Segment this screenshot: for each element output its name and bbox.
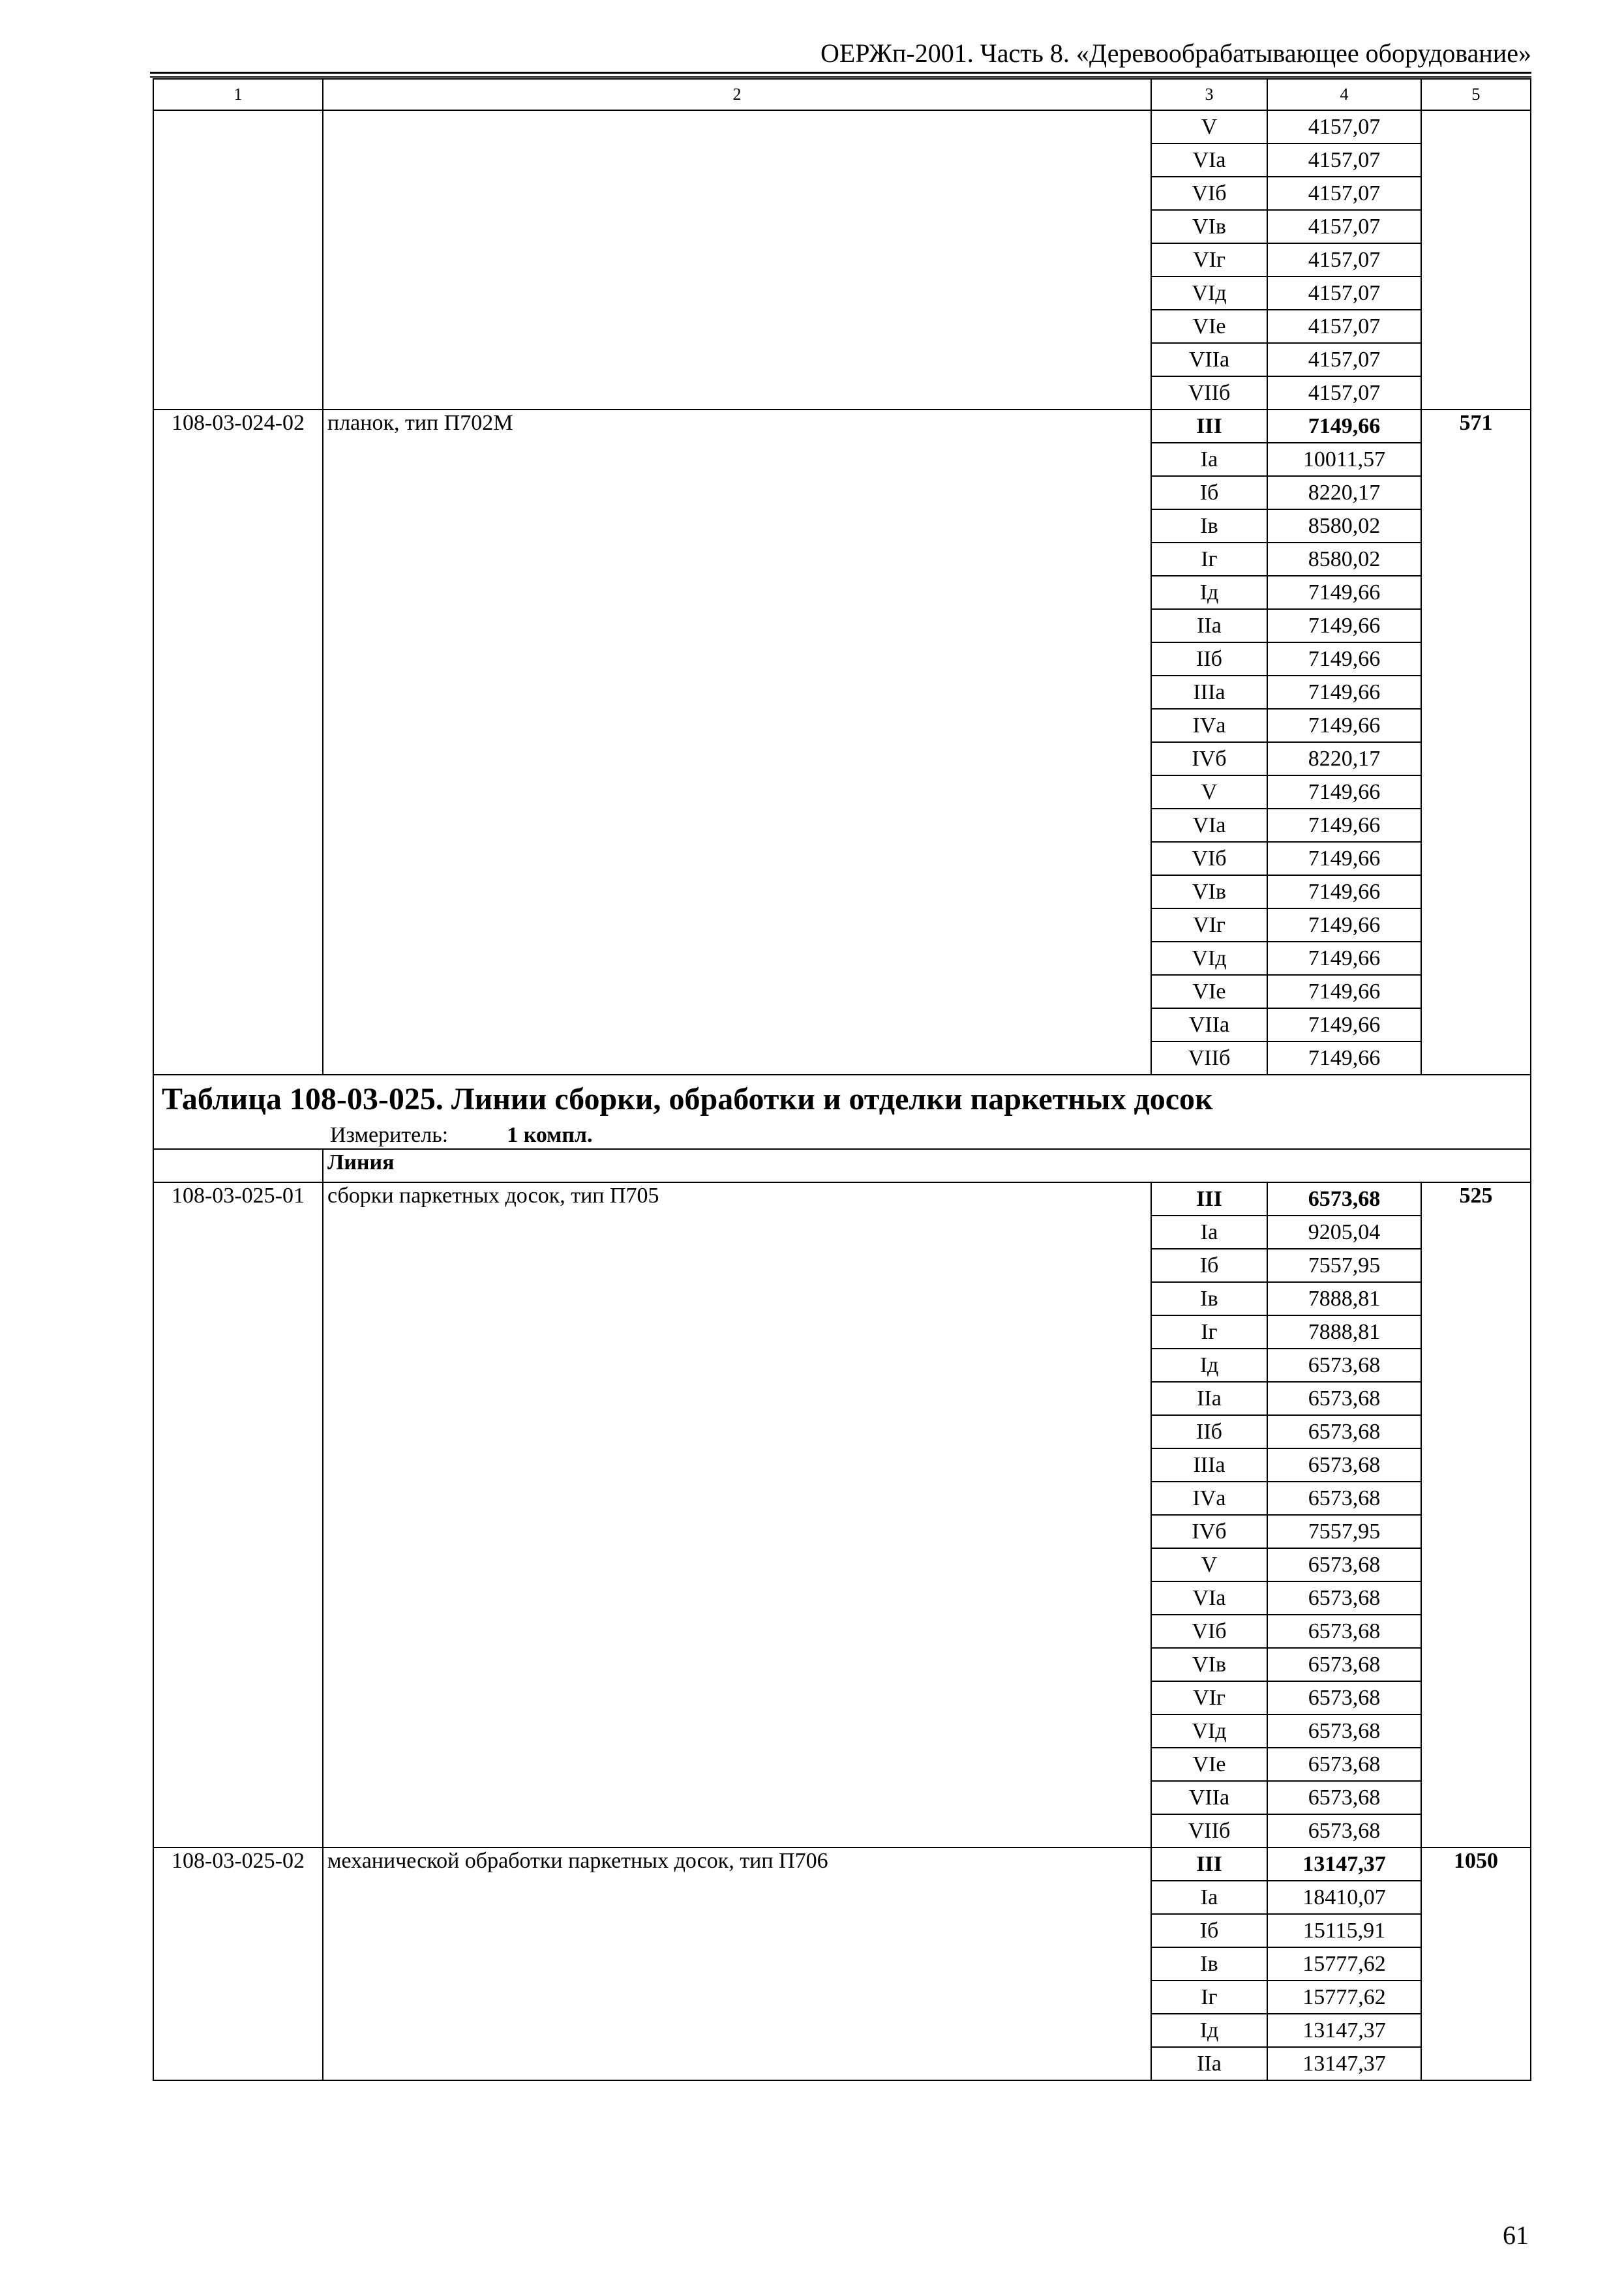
price-value: 6573,68: [1267, 1648, 1421, 1681]
item-code: 108-03-025-01: [153, 1182, 323, 1848]
item-code: 108-03-024-02: [153, 410, 323, 1075]
price-value: 6573,68: [1267, 1781, 1421, 1814]
region-code: Iг: [1151, 1315, 1267, 1349]
region-code: Iг: [1151, 1981, 1267, 2014]
price-value: 6573,68: [1267, 1714, 1421, 1748]
price-value: 7149,66: [1267, 775, 1421, 809]
region-code: VIе: [1151, 310, 1267, 343]
header-title: ОЕРЖп-2001. Часть 8. «Деревообрабатывающее оборудование»: [820, 38, 1531, 68]
region-code: VIIа: [1151, 343, 1267, 376]
column-number: 2: [323, 79, 1151, 110]
region-code: Iд: [1151, 1349, 1267, 1382]
price-value: 6573,68: [1267, 1415, 1421, 1448]
price-value: 4157,07: [1267, 110, 1421, 143]
price-value: 10011,57: [1267, 443, 1421, 476]
region-code: Iв: [1151, 1282, 1267, 1315]
price-value: 6573,68: [1267, 1814, 1421, 1848]
price-value: 7149,66: [1267, 942, 1421, 975]
measure-line: [158, 1120, 1526, 1148]
item-code: 108-03-025-02: [153, 1848, 323, 2080]
region-code: VIд: [1151, 277, 1267, 310]
price-value: 4157,07: [1267, 376, 1421, 410]
region-code: Iа: [1151, 1881, 1267, 1914]
group-empty-cell: [153, 1149, 323, 1182]
column-number: 3: [1151, 79, 1267, 110]
region-code: VIIб: [1151, 1814, 1267, 1848]
price-value: 4157,07: [1267, 277, 1421, 310]
column-number: 4: [1267, 79, 1421, 110]
item-name: [323, 110, 1151, 410]
region-code: V: [1151, 110, 1267, 143]
price-value: 8580,02: [1267, 509, 1421, 543]
region-code: IIIа: [1151, 1448, 1267, 1482]
price-value: 15777,62: [1267, 1981, 1421, 2014]
region-code: V: [1151, 1548, 1267, 1581]
price-value: 6573,68: [1267, 1382, 1421, 1415]
region-code: Iа: [1151, 1216, 1267, 1249]
item-total: [1421, 110, 1531, 410]
table-row: [153, 110, 1531, 143]
column-number: 1: [153, 79, 323, 110]
price-value: 15115,91: [1267, 1914, 1421, 1947]
region-code: VIе: [1151, 975, 1267, 1008]
region-code: IIб: [1151, 1415, 1267, 1448]
region-code: VIв: [1151, 875, 1267, 908]
price-value: 7149,66: [1267, 1041, 1421, 1075]
region-code: Iв: [1151, 1947, 1267, 1981]
region-code: VIд: [1151, 942, 1267, 975]
region-code: III: [1151, 1848, 1267, 1881]
table-row: [153, 1182, 1531, 1216]
price-value: 7149,66: [1267, 975, 1421, 1008]
region-code: V: [1151, 775, 1267, 809]
price-value: 7149,66: [1267, 1008, 1421, 1041]
price-value: 7149,66: [1267, 576, 1421, 609]
price-value: 6573,68: [1267, 1349, 1421, 1382]
region-code: Iб: [1151, 476, 1267, 509]
price-value: 7149,66: [1267, 676, 1421, 709]
header-rule: [150, 72, 1531, 74]
price-value: 9205,04: [1267, 1216, 1421, 1249]
price-value: 7149,66: [1267, 642, 1421, 676]
region-code: VIIб: [1151, 376, 1267, 410]
price-value: 4157,07: [1267, 310, 1421, 343]
price-table: [153, 78, 1531, 2081]
region-code: VIа: [1151, 1581, 1267, 1615]
region-code: Iг: [1151, 543, 1267, 576]
price-value: 13147,37: [1267, 2014, 1421, 2047]
group-row: [153, 1149, 1531, 1182]
region-code: Iв: [1151, 509, 1267, 543]
price-value: 6573,68: [1267, 1182, 1421, 1216]
region-code: IVа: [1151, 709, 1267, 742]
item-name: механической обработки паркетных досок, тип П706: [323, 1848, 1151, 2080]
price-value: 7149,66: [1267, 709, 1421, 742]
table-title-cell: [153, 1075, 1531, 1149]
price-value: 7149,66: [1267, 842, 1421, 875]
price-value: 4157,07: [1267, 210, 1421, 243]
region-code: IVа: [1151, 1482, 1267, 1515]
region-code: IIа: [1151, 609, 1267, 642]
price-value: 6573,68: [1267, 1448, 1421, 1482]
item-total: 1050: [1421, 1848, 1531, 2080]
region-code: VIа: [1151, 143, 1267, 177]
table-row: [153, 410, 1531, 443]
price-value: 6573,68: [1267, 1615, 1421, 1648]
region-code: IIIа: [1151, 676, 1267, 709]
price-value: 8580,02: [1267, 543, 1421, 576]
table-row: [153, 1848, 1531, 1881]
item-name: планок, тип П702М: [323, 410, 1151, 1075]
measure-label: Измеритель:: [330, 1123, 449, 1147]
price-value: 6573,68: [1267, 1581, 1421, 1615]
region-code: IVб: [1151, 742, 1267, 775]
column-number: 5: [1421, 79, 1531, 110]
region-code: VIб: [1151, 177, 1267, 210]
price-value: 18410,07: [1267, 1881, 1421, 1914]
region-code: VIе: [1151, 1748, 1267, 1781]
column-number-row: [153, 79, 1531, 110]
region-code: VIIб: [1151, 1041, 1267, 1075]
price-value: 7557,95: [1267, 1515, 1421, 1548]
measure-value: 1 компл.: [507, 1123, 593, 1147]
header-rule-double: [150, 76, 1531, 78]
group-label: Линия: [323, 1149, 1531, 1182]
price-value: 4157,07: [1267, 143, 1421, 177]
table-title: Таблица 108-03-025. Линии сборки, обработки и отделки паркетных досок: [162, 1082, 1213, 1116]
region-code: III: [1151, 1182, 1267, 1216]
price-value: 6573,68: [1267, 1482, 1421, 1515]
region-code: IIб: [1151, 642, 1267, 676]
price-value: 4157,07: [1267, 177, 1421, 210]
region-code: VIг: [1151, 908, 1267, 942]
region-code: Iб: [1151, 1249, 1267, 1282]
price-value: 7149,66: [1267, 609, 1421, 642]
price-value: 7149,66: [1267, 908, 1421, 942]
price-value: 7888,81: [1267, 1282, 1421, 1315]
region-code: Iб: [1151, 1914, 1267, 1947]
price-value: 6573,68: [1267, 1681, 1421, 1714]
region-code: VIд: [1151, 1714, 1267, 1748]
region-code: VIIа: [1151, 1008, 1267, 1041]
region-code: VIа: [1151, 809, 1267, 842]
price-value: 8220,17: [1267, 742, 1421, 775]
region-code: VIIа: [1151, 1781, 1267, 1814]
region-code: VIг: [1151, 243, 1267, 277]
price-value: 4157,07: [1267, 343, 1421, 376]
region-code: IVб: [1151, 1515, 1267, 1548]
price-value: 7888,81: [1267, 1315, 1421, 1349]
price-value: 13147,37: [1267, 1848, 1421, 1881]
region-code: VIб: [1151, 842, 1267, 875]
price-value: 6573,68: [1267, 1748, 1421, 1781]
region-code: Iд: [1151, 576, 1267, 609]
region-code: Iа: [1151, 443, 1267, 476]
region-code: VIв: [1151, 1648, 1267, 1681]
item-total: 571: [1421, 410, 1531, 1075]
price-value: 4157,07: [1267, 243, 1421, 277]
price-value: 13147,37: [1267, 2047, 1421, 2080]
item-total: 525: [1421, 1182, 1531, 1848]
item-code: [153, 110, 323, 410]
price-value: 6573,68: [1267, 1548, 1421, 1581]
page-number: 61: [1503, 2221, 1529, 2250]
region-code: IIа: [1151, 2047, 1267, 2080]
region-code: Iд: [1151, 2014, 1267, 2047]
region-code: VIб: [1151, 1615, 1267, 1648]
item-name: сборки паркетных досок, тип П705: [323, 1182, 1151, 1848]
price-value: 15777,62: [1267, 1947, 1421, 1981]
price-value: 7149,66: [1267, 875, 1421, 908]
region-code: VIг: [1151, 1681, 1267, 1714]
price-value: 7557,95: [1267, 1249, 1421, 1282]
table-title-row: [153, 1075, 1531, 1149]
price-value: 7149,66: [1267, 809, 1421, 842]
region-code: IIа: [1151, 1382, 1267, 1415]
price-value: 8220,17: [1267, 476, 1421, 509]
region-code: III: [1151, 410, 1267, 443]
region-code: VIв: [1151, 210, 1267, 243]
price-value: 7149,66: [1267, 410, 1421, 443]
